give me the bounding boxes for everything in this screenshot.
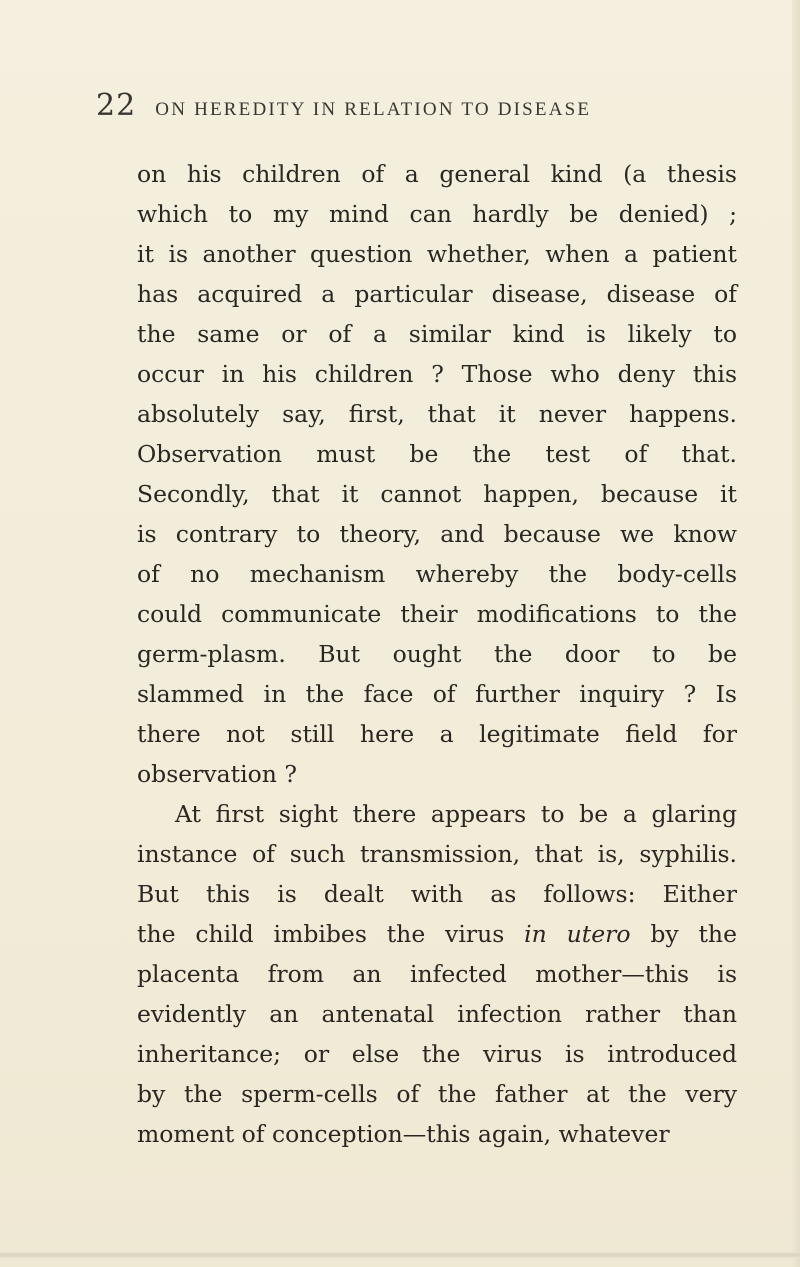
text-line: occur in his children ? Those who deny this <box>137 360 737 388</box>
text-line: by the sperm-cells of the father at the very <box>137 1080 737 1108</box>
text-line: of no mechanism whereby the body-cells <box>137 560 737 588</box>
text-line: it is another question whether, when a patient <box>137 240 737 268</box>
text-line: on his children of a general kind (a thesis <box>137 160 737 188</box>
text-line: But this is dealt with as follows: Either <box>137 880 737 908</box>
text-line: instance of such transmission, that is, syphilis. <box>137 840 737 868</box>
text-line-paragraph-start: At first sight there appears to be a glaring <box>175 800 737 828</box>
running-head <box>96 88 716 123</box>
text-line-with-italic <box>137 914 737 954</box>
running-title: ON HEREDITY IN RELATION TO DISEASE <box>155 99 592 120</box>
text-line: is contrary to theory, and because we know <box>137 520 737 548</box>
text-line: Observation must be the test of that. <box>137 440 737 468</box>
text-line: could communicate their modifications to the <box>137 600 737 628</box>
body-text <box>137 154 737 1154</box>
text-line: the same or of a similar kind is likely to <box>137 320 737 348</box>
page-number: 22 <box>96 88 137 123</box>
text-line: absolutely say, first, that it never happens. <box>137 400 737 428</box>
text-segment: the child imbibes the virus <box>137 920 505 948</box>
text-line: which to my mind can hardly be denied) ; <box>137 200 737 228</box>
text-line: placenta from an infected mother—this is <box>137 960 737 988</box>
text-line: observation ? <box>137 760 297 788</box>
text-line: has acquired a particular disease, disease of <box>137 280 737 308</box>
text-segment: by the <box>650 920 737 948</box>
text-line: slammed in the face of further inquiry ? Is <box>137 680 737 708</box>
text-line: inheritance; or else the virus is introduced <box>137 1040 737 1068</box>
page-edge <box>792 0 800 1267</box>
text-line: germ-plasm. But ought the door to be <box>137 640 737 668</box>
text-line: Secondly, that it cannot happen, because it <box>137 480 737 508</box>
text-line: moment of conception—this again, whatever <box>137 1120 670 1148</box>
italic-phrase: in utero <box>524 920 631 948</box>
text-line: evidently an antenatal infection rather than <box>137 1000 737 1028</box>
page-bottom-edge <box>0 1252 800 1258</box>
text-line: there not still here a legitimate field for <box>137 720 737 748</box>
